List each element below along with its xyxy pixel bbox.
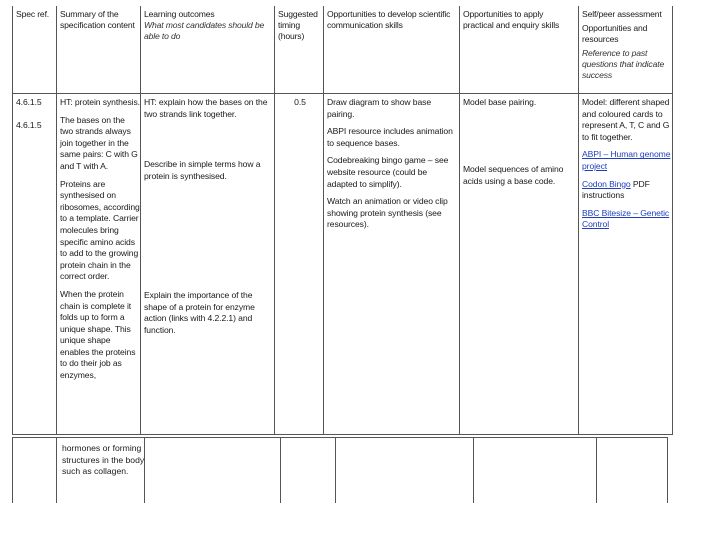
header-assessment-note: Reference to past questions that indicate success	[582, 48, 665, 80]
outcomes-cell	[144, 97, 272, 120]
header-assessment-subtitle: Opportunities and resources	[582, 23, 648, 44]
practical-item: Model base pairing.	[463, 97, 537, 107]
scheme-of-work-table	[12, 6, 673, 435]
communication-item: ABPI resource includes animation to sequence bases.	[327, 126, 453, 148]
header-spec-ref: Spec ref.	[16, 9, 50, 19]
header-summary: Summary of the specification content	[60, 9, 135, 30]
header-outcomes-subtitle: What most candidates should be able to do	[144, 20, 265, 41]
assessment-cell	[582, 97, 671, 231]
communication-item: Draw diagram to show base pairing.	[327, 97, 432, 119]
summary-cell	[60, 97, 140, 382]
timing-value: 0.5	[294, 97, 306, 107]
header-timing: Suggested timing (hours)	[278, 9, 318, 41]
header-communication: Opportunities to develop scientific communication skills	[327, 9, 451, 30]
spec-ref: 4.6.1.5	[16, 97, 42, 107]
continuation-table	[12, 437, 668, 503]
header-outcomes-title: Learning outcomes	[144, 9, 215, 19]
spec-ref-cell	[16, 97, 54, 131]
abpi-genome-link[interactable]: ABPI – Human genome project	[582, 149, 671, 171]
spec-ref: 4.6.1.5	[16, 119, 42, 130]
communication-item: Codebreaking bingo game – see website resource (could be adapted to simplify).	[327, 155, 449, 189]
summary-paragraph: When the protein chain is complete it folds up to form a unique shape. This unique shape enables the proteins to do their job as enzymes,	[60, 288, 136, 381]
summary-paragraph: HT: protein synthesis.	[60, 97, 140, 107]
outcome-item: Describe in simple terms how a protein is synthesised.	[144, 159, 261, 181]
practical-item: Model sequences of amino acids using a base code.	[463, 164, 564, 186]
outcome-item: Explain the importance of the shape of a protein for enzyme action (links with 4.2.2.1) and function.	[144, 290, 255, 335]
outcome-item: HT: explain how the bases on the two strands link together.	[144, 97, 268, 119]
assessment-intro: Model: different shaped and coloured cards to represent A, T, C and G to fit together.	[582, 97, 670, 142]
header-outcomes	[144, 9, 272, 42]
summary-paragraph: The bases on the two strands always join together in the same pairs: C with G and T with A.	[60, 114, 138, 171]
bbc-bitesize-link[interactable]: BBC Bitesize – Genetic Control	[582, 207, 670, 230]
codon-bingo-suffix: PDF instructions	[582, 178, 650, 201]
communication-item: Watch an animation or video clip showing protein synthesis (see resources).	[327, 196, 448, 230]
communication-cell	[327, 97, 458, 231]
header-assessment	[582, 9, 671, 81]
summary-paragraph: Proteins are synthesised on ribosomes, according to a template. Carrier molecules bring specific amino acids to add to the growing protein chain in the correct order.	[60, 178, 140, 282]
codon-bingo-link[interactable]: Codon Bingo	[582, 178, 631, 189]
header-practical: Opportunities to apply practical and enquiry skills	[463, 9, 560, 30]
header-assessment-title: Self/peer assessment	[582, 9, 662, 19]
summary-continuation: hormones or forming structures in the body such as collagen.	[62, 443, 145, 477]
